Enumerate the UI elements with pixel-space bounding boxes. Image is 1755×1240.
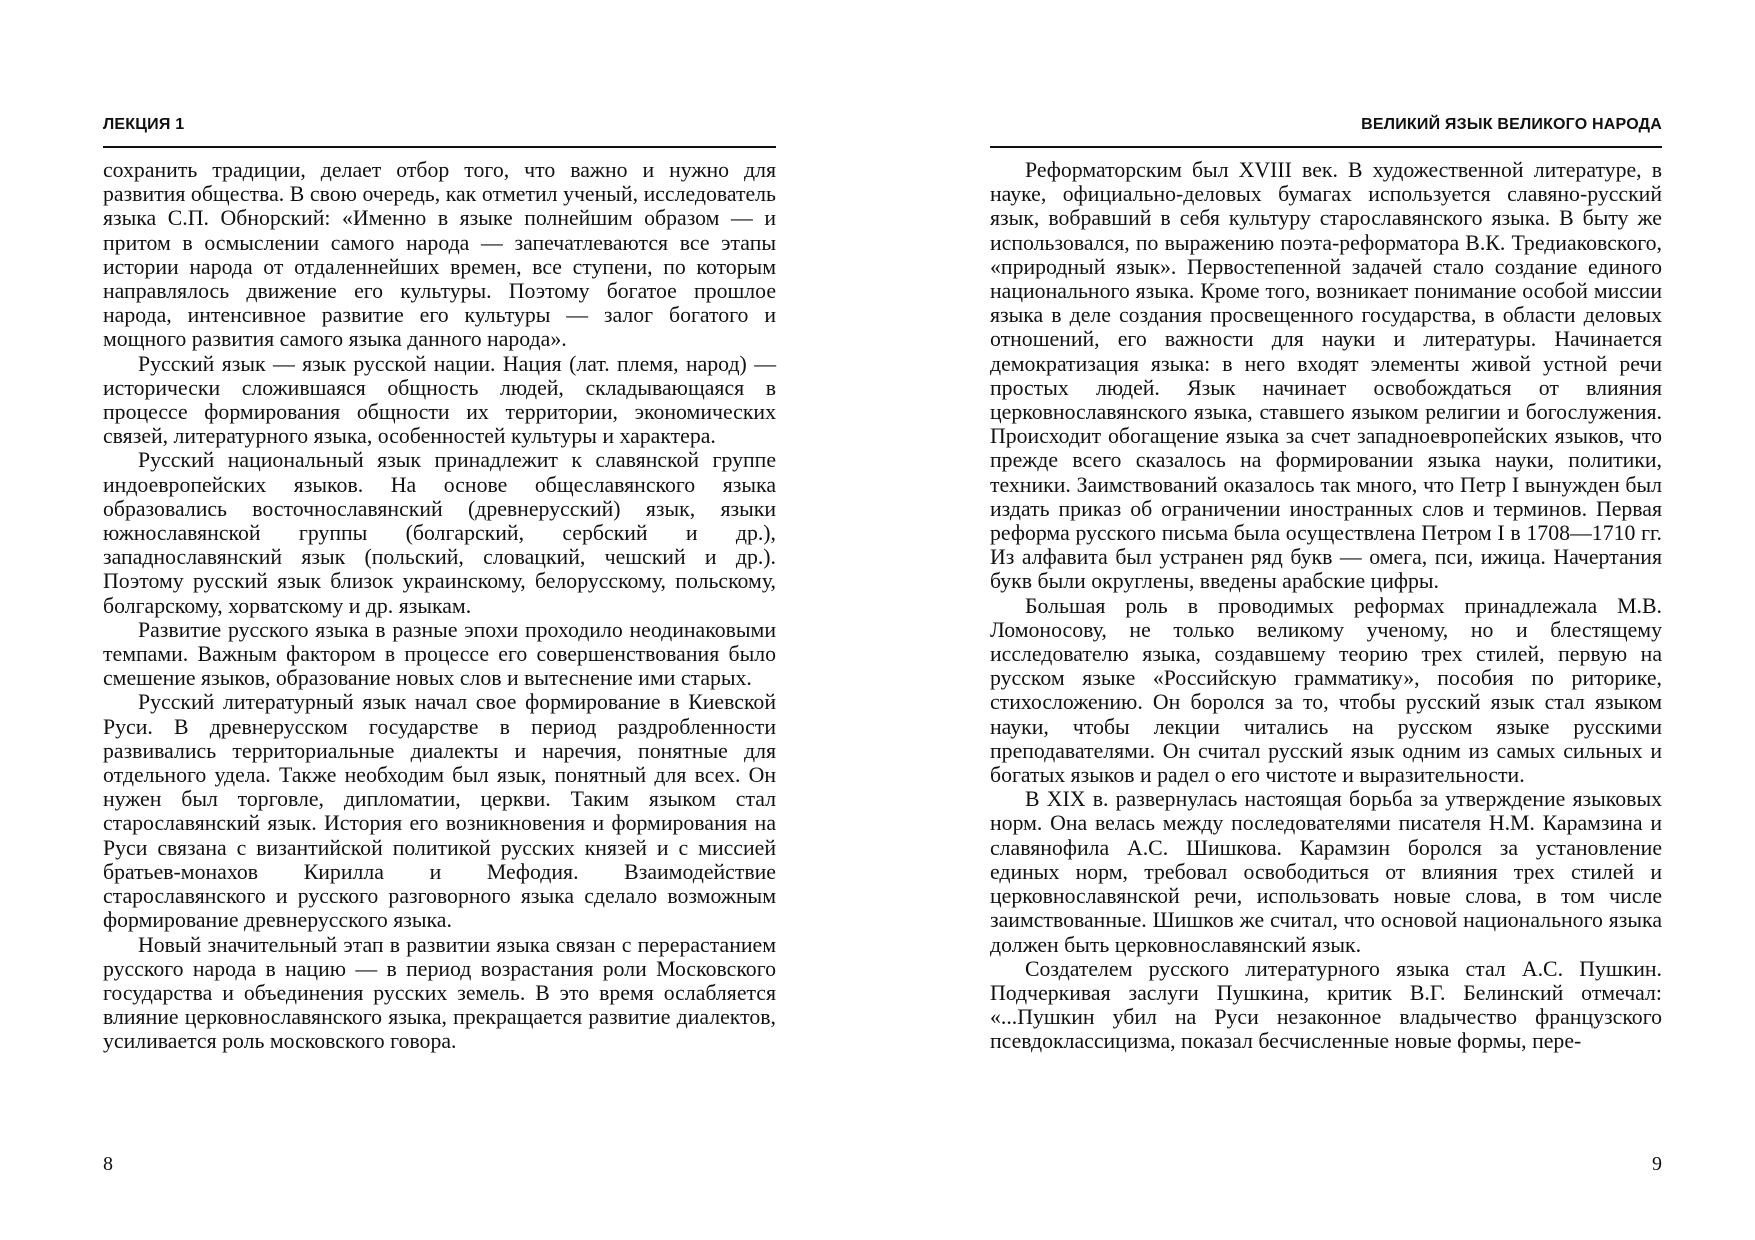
right-running-head: ВЕЛИКИЙ ЯЗЫК ВЕЛИКОГО НАРОДА [1361, 116, 1662, 133]
right-header-rule [990, 146, 1662, 148]
left-page-number: 8 [103, 1153, 113, 1175]
right-paragraph-3: В XIX в. развернулась настоящая борьба за утверждение языковых норм. Она велась между последователями писателя Н.М. Карамзина и славянофила А.С. Шишкова. Карамзин боролся за установление единых норм, требовал освободиться от влияния трех стилей и церковнославянской речи, использовать новые слова, в том числе заимствованные. Шишков же считал, что основой национального языка должен быть церковнославянский язык. [990, 787, 1662, 957]
left-page [103, 0, 776, 1240]
right-page-number: 9 [1652, 1153, 1662, 1175]
left-paragraph-2: Русский язык — язык русской нации. Нация (лат. племя, народ) — исторически сложившаяся общность людей, складывающаяся в процессе формирования общности их территории, экономических связей, литературного языка, особенностей культуры и характера. [103, 351, 776, 449]
left-page-body [103, 158, 776, 1054]
left-running-head: ЛЕКЦИЯ 1 [103, 116, 185, 133]
right-paragraph-4: Создателем русского литературного языка стал А.С. Пушкин. Подчеркивая заслуги Пушкина, критик В.Г. Белинский отмечал: «...Пушкин убил на Руси незаконное владычество французского псевдоклассицизма, показал бесчисленные новые формы, пере- [990, 956, 1662, 1054]
left-paragraph-5: Русский литературный язык начал свое формирование в Киевской Руси. В древнерусском государстве в период раздробленности развивались территориальные диалекты и наречия, понятные для отдельного удела. Также необходим был язык, понятный для всех. Он нужен был торговле, дипломатии, церкви. Таким языком стал старославянский язык. История его возникновения и формирования на Руси связана с византийской политикой русских князей и с миссией братьев-монахов Кирилла и Мефодия. Взаимодействие старославянского и русского разговорного языка сделало возможным формирование древнерусского языка. [103, 690, 776, 933]
right-paragraph-2: Большая роль в проводимых реформах принадлежала М.В. Ломоносову, не только великому ученому, но и блестящему исследователю языка, создавшему теорию трех стилей, первую на русском языке «Российскую грамматику», пособия по риторике, стихосложению. Он боролся за то, чтобы русский язык стал языком науки, чтобы лекции читались на русском языке русскими преподавателями. Он считал русский язык одним из самых сильных и богатых языков и радел о его чистоте и выразительности. [990, 593, 1662, 788]
left-paragraph-3: Русский национальный язык принадлежит к славянской группе индоевропейских языков. На основе общеславянского языка образовались восточнославянский (древнерусский) язык, языки южнославянской группы (болгарский, сербский и др.), западнославянский язык (польский, словацкий, чешский и др.). Поэтому русский язык близок украинскому, белорусскому, польскому, болгарскому, хорватскому и др. языкам. [103, 448, 776, 618]
left-paragraph-4: Развитие русского языка в разные эпохи проходило неодинаковыми темпами. Важным фактором в процессе его совершенствования было смешение языков, образование новых слов и вытеснение ими старых. [103, 617, 776, 691]
left-header-rule [103, 146, 776, 148]
left-paragraph-6: Новый значительный этап в развитии языка связан с перерастанием русского народа в нацию — в период возрастания роли Московского государства и объединения русских земель. В это время ослабляется влияние церковнославянского языка, прекращается развитие диалектов, усиливается роль московского говора. [103, 932, 776, 1054]
left-paragraph-1: сохранить традиции, делает отбор того, что важно и нужно для развития общества. В свою очередь, как отметил ученый, исследователь языка С.П. Обнорский: «Именно в языке полнейшим образом — и притом в осмыслении самого народа — запечатлеваются все этапы истории народа от отдаленнейших времен, все ступени, по которым направлялось движение его культуры. Поэтому богатое прошлое народа, интенсивное развитие его культуры — залог богатого и мощного развития самого языка данного народа». [103, 158, 776, 352]
right-paragraph-1: Реформаторским был XVIII век. В художественной литературе, в науке, официально-деловых бумагах используется славяно-русский язык, вобравший в себя культуру старославянского языка. В быту же использовался, по выражению поэта-реформатора В.К. Тредиаковского, «природный язык». Первостепенной задачей стало создание единого национального языка. Кроме того, возникает понимание особой миссии языка в деле создания просвещенного государства, в области деловых отношений, его важности для науки и литературы. Начинается демократизация языка: в него входят элементы живой устной речи простых людей. Язык начинает освобождаться от влияния церковнославянского языка, ставшего языком религии и богослужения. Происходит обогащение языка за счет западноевропейских языков, что прежде всего сказалось на формировании языка науки, политики, техники. Заимствований оказалось так много, что Петр I вынужден был издать приказ об ограничении иностранных слов и терминов. Первая реформа русского письма была осуществлена Петром I в 1708—1710 гг. Из алфавита был устранен ряд букв — омега, пси, ижица. Начертания букв были округлены, введены арабские цифры. [990, 158, 1662, 594]
right-page [990, 0, 1662, 1240]
right-page-body [990, 158, 1662, 1054]
